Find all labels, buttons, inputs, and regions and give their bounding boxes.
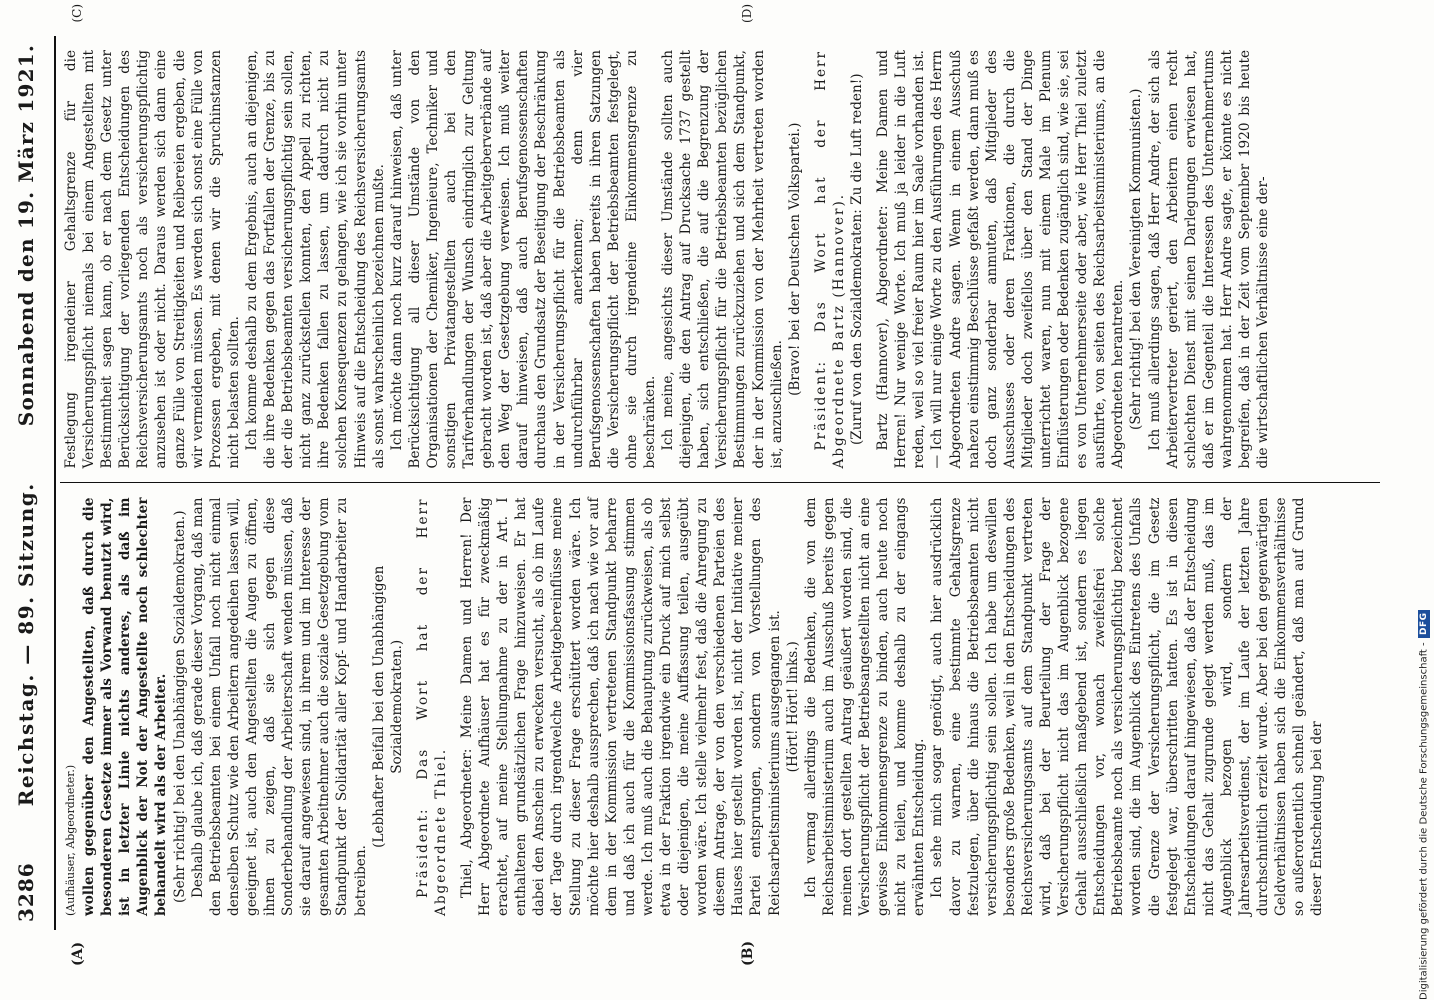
interjection: (Zuruf von den Sozialdemokraten: Zu die Luft reden!): [849, 73, 866, 445]
digitization-sidebar: [1416, 6, 1432, 1000]
paragraph: Ich komme deshalb zu dem Ergebnis, auch an diejenigen, die ihre Bedenken gegen das Fortfallen der Grenze, bis zu der die Betriebsbeamten versicherungspflichtig sein sollen, nicht ganz zurückstellen konnten, den Appell zu richten, ihre Bedenken fallen zu lassen, um dadurch nicht zu solchen Konsequenzen zu gelangen, wie ich sie vorhin unter Hinweis auf die Entscheidung des Reichsversicherungsamts als sonst wahrscheinlich bezeichnen mußte.: [243, 50, 387, 469]
margin-mark-d: (D): [740, 4, 754, 23]
paragraph: Ich meine, angesichts dieser Umstände sollten auch diejenigen, die den Antrag auf Drucksache 1737 gestellt haben, sich entschließen, die auf die Begrenzung der Versicherungspflicht für die Betriebsbeamten bezüglichen Bestimmungen zurückzuziehen und sich dem Standpunkt, der in der Kommission von der Mehrheit vertreten worden ist, anzuschließen.: [660, 50, 785, 469]
digitization-notice: Digitalisierung gefördert durch die Deutsche Forschungsgemeinschaft -: [1418, 642, 1430, 1000]
page-header: [14, 36, 56, 930]
reaction: (Sehr richtig! bei den Vereinigten Kommunisten.): [1128, 88, 1145, 430]
paragraph: Deshalb glaube ich, daß gerade dieser Vorgang, daß man den Betriebsbeamten bei einem Unfall noch nicht einmal denselben Schutz wie den Arbeitern angedeihen lassen will, geeignet ist, auch den Angestellten die Augen zu öffnen, ihnen zu zeigen, daß sie sich gegen diese Sonderbehandlung der Arbeiterschaft wenden müssen, daß sie darauf angewiesen sind, in ihrem und im Interesse der gesamten Arbeitnehmer auch die soziale Gesetzgebung vom Standpunkt der Solidarität aller Kopf- und Handarbeiter zu betreiben.: [189, 497, 369, 916]
margin-mark-a: (A): [70, 941, 86, 966]
paragraph: Bartz (Hannover), Abgeordneter: Meine Damen und Herren! Nur wenige Worte. Ich muß ja leider in die Luft reden, weil so viel freier Raum hier im Saale vorhanden ist. — Ich will nur einige Worte zu den Ausführungen des Herrn Abgeordneten Andre sagen. Wenn in einem Ausschuß nahezu einstimmig Beschlüsse gefaßt werden, dann muß es doch ganz sonderbar anmuten, daß Mitglieder des Ausschusses oder deren Fraktionen, die durch die Mitglieder doch zweifellos über den Stand der Dinge unterrichtet waren, nun mit einem Male im Plenum Einflüsterungen oder Bedenken zugänglich sind, wie sie, sei es von Unternehmerseite oder aber, wie Herr Thiel zuletzt ausführte, von seiten des Reichsarbeitsministeriums, an die Abgeordneten herantreten.: [875, 50, 1127, 469]
page-number: 3286: [14, 862, 38, 922]
dfg-logo: DFG: [1418, 610, 1430, 639]
left-column: [58, 484, 1380, 931]
text-columns: [58, 36, 1380, 930]
column-divider: [60, 483, 1380, 484]
page-title: Reichstag. — 89. Sitzung.: [14, 482, 38, 807]
paragraph: Festlegung irgendeiner Gehaltsgrenze für die Versicherungspflicht niemals bei einem Angestellten mit Bestimmtheit sagen kann, ob er nach dem Gesetz unter Berücksichtigung der vorliegenden Entscheidungen des Reichsversicherungsamts noch als versicherungspflichtig anzusehen ist oder nicht. Daraus werden sich dann eine ganze Fülle von Streitigkeiten und Reibereien ergeben, die wir vermeiden müssen. Es werden sich sonst eine Fülle von Prozessen ergeben, mit denen wir die Spruchinstanzen nicht belasten sollten.: [63, 50, 242, 469]
paragraph: wollen gegenüber den Angestellten, daß durch die besonderen Gesetze immer als Vorwand benutzt wird, ist in letzter Linie nichts anderes, als daß im Augenblick der Not der Angestellte noch schlechter behandelt wird als der Arbeiter.: [81, 497, 170, 916]
paragraph: Thiel, Abgeordneter: Meine Damen und Herren! Der Herr Abgeordnete Aufhäuser hat es für zweckmäßig erachtet, auf meine Stellungnahme zu der in Art. I enthaltenen grundsätzlichen Frage hinzuweisen. Er hat dabei den Anschein zu erwecken versucht, als ob im Laufe der Tage durch irgendwelche Arbeitgebereinflüsse meine Stellung zu dieser Frage erschüttert worden wäre. Ich möchte hier deshalb aussprechen, daß ich nach wie vor auf dem in der Kommission vertretenen Standpunkt beharre und daß ich auch für die Kommissionsfassung stimmen werde. Ich muß auch die Behauptung zurückweisen, als ob etwa in der Fraktion irgendwie ein Druck auf mich selbst oder diejenigen, die meine Auffassung teilen, ausgeübt worden wäre. Ich stelle vielmehr fest, daß die Anregung zu diesem Antrage, der von den verschiedenen Parteien des Hauses hier gestellt worden ist, nicht der Initiative meiner Partei entsprungen, sondern von Vorstellungen des Reichsarbeitsministeriums ausgegangen ist.: [458, 497, 783, 916]
paragraph: Ich muß allerdings sagen, daß Herr Andre, der sich als Arbeitervertreter geriert, den Arbeitern einen recht schlechten Dienst mit seinen Darlegungen erwiesen hat, daß er im Gegenteil die Interessen des Unternehmertums wahrgenommen hat. Herr Andre sagte, er könnte es nicht begreifen, daß in der Zeit vom September 1920 bis heute die wirtschaftlichen Verhältnisse eine der-: [1146, 50, 1272, 469]
reaction: (Lebhafter Beifall bei den Unabhängigen Sozialdemokraten.): [370, 565, 405, 848]
reaction: (Bravo! bei der Deutschen Volkspartei.): [786, 122, 803, 396]
reaction: (Sehr richtig! bei den Unabhängigen Sozialdemokraten.): [171, 510, 188, 903]
reaction: (Hört! Hört! links.): [784, 641, 801, 773]
president-statement: Präsident: Das Wort hat der Herr Abgeordnete Thiel.: [414, 497, 449, 916]
session-date: Sonnabend den 19. März 1921.: [14, 44, 38, 427]
paragraph: Ich möchte dann noch kurz darauf hinweisen, daß unter Berücksichtigung all dieser Umstände von den Organisationen der Chemiker, Ingenieure, Techniker und sonstigen Privatangestellten auch bei den Tarifverhandlungen der Wunsch eindringlich zur Geltung gebracht worden ist, daß aber die Arbeitgeberverbände auf den Weg der Gesetzgebung verweisen. Ich muß weiter darauf hinweisen, daß auch Berufsgenossenschaften durchaus den Grundsatz der Beseitigung der Beschränkung in der Versicherungspflicht für die Betriebsbeamten als undurchführbar anerkennen; denn vier Berufsgenossenschaften haben bereits in ihren Satzungen die Versicherungspflicht der Betriebsbeamten festgelegt, ohne sie durch irgendeine Einkommensgrenze zu beschränken.: [388, 50, 658, 469]
margin-mark-b: (B): [740, 940, 756, 966]
margin-mark-c: (C): [70, 4, 84, 23]
right-column: [58, 36, 1380, 483]
speaker-tag: (Aufhäuser, Abgeordneter.): [64, 764, 77, 916]
paragraph: Ich sehe mich sogar genötigt, auch hier ausdrücklich davor zu warnen, eine bestimmte Gehaltsgrenze festzulegen, über die hinaus die Betriebsbeamten nicht versicherungspflichtig sein sollen. Ich habe um deswillen besonders große Bedenken, weil in den Entscheidungen des Reichsversicherungsamts auf dem Standpunkt vertreten wird, daß bei der Beurteilung der Frage der Versicherungspflicht nicht das im Augenblick bezogene Gehalt ausschließlich maßgebend ist, sondern es liegen Entscheidungen vor, wonach zweifelsfrei solche Betriebsbeamte noch als versicherungspflichtig bezeichnet worden sind, die im Augenblick des Eintretens des Unfalls die Grenze der Versicherungspflicht, die im Gesetz festgelegt war, überschritten hatten. Es ist in diesen Entscheidungen darauf hingewiesen, daß der Entscheidung nicht das Gehalt zugrunde gelegt werden muß, das im Augenblick bezogen wird, sondern der Jahresarbeitsverdienst, der im Laufe der letzten Jahre durchschnittlich erzielt wurde. Aber bei den gegenwärtigen Geldverhältnissen haben sich die Einkommensverhältnisse so außerordentlich schnell geändert, daß man auf Grund dieser Entscheidung bei der: [929, 497, 1326, 916]
paragraph: Ich vermag allerdings die Bedenken, die von dem Reichsarbeitsministerium auch im Ausschuß bereits gegen meinen dort gestellten Antrag geäußert worden sind, die Versicherungspflicht der Betriebsangestellten nicht an eine gewisse Einkommensgrenze zu binden, auch heute noch nicht zu teilen, und komme deshalb zu der eingangs erwähnten Entscheidung.: [802, 497, 928, 916]
president-statement: Präsident: Das Wort hat der Herr Abgeordnete Bartz (Hannover).: [812, 50, 847, 469]
